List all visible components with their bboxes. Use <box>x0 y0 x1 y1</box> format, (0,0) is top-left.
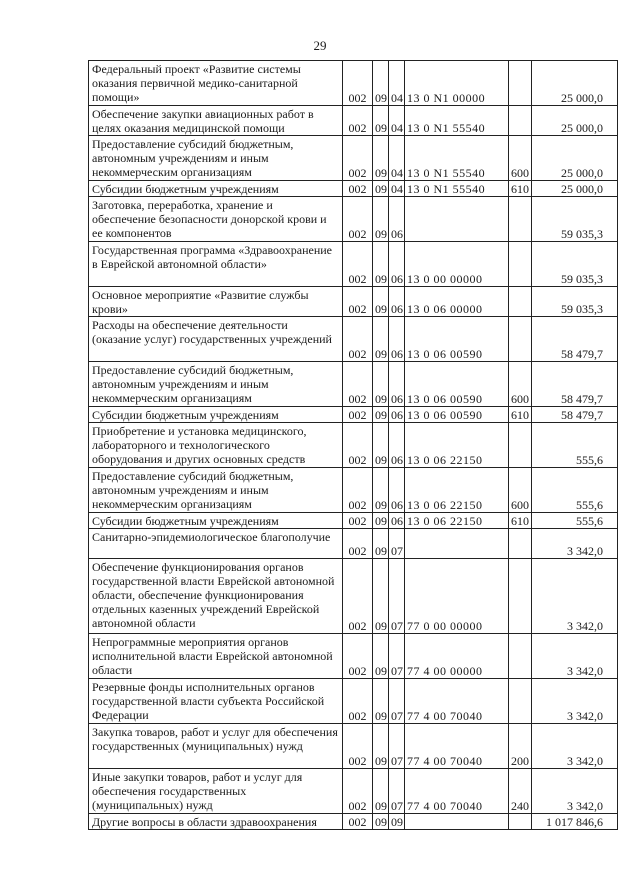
ministry-code: 002 <box>343 136 373 181</box>
section-code: 09 <box>373 317 389 362</box>
expense-type-code: 600 <box>509 362 532 407</box>
expense-type-code <box>509 529 532 559</box>
section-code: 09 <box>373 197 389 242</box>
section-code: 09 <box>373 242 389 287</box>
subsection-code: 07 <box>389 679 405 724</box>
section-code: 09 <box>373 679 389 724</box>
target-article-code: 13 0 N1 55540 <box>405 106 509 136</box>
subsection-code: 06 <box>389 317 405 362</box>
target-article-code: 13 0 06 22150 <box>405 468 509 513</box>
ministry-code: 002 <box>343 106 373 136</box>
expense-type-code <box>509 423 532 468</box>
row-name: Непрограммные мероприятия органов исполнительной власти Еврейской автономной области <box>89 634 343 679</box>
row-name: Государственная программа «Здравоохранение в Еврейской автономной области» <box>89 242 343 287</box>
expense-type-code <box>509 61 532 106</box>
section-code: 09 <box>373 529 389 559</box>
target-article-code: 13 0 06 00590 <box>405 317 509 362</box>
table-row <box>89 287 618 317</box>
target-article-code: 77 0 00 00000 <box>405 559 509 634</box>
ministry-code: 002 <box>343 559 373 634</box>
target-article-code: 13 0 06 22150 <box>405 423 509 468</box>
row-name: Санитарно-эпидемиологическое благополучие <box>89 529 343 559</box>
ministry-code: 002 <box>343 317 373 362</box>
ministry-code: 002 <box>343 769 373 814</box>
subsection-code: 04 <box>389 136 405 181</box>
subsection-code: 04 <box>389 181 405 197</box>
subsection-code: 06 <box>389 362 405 407</box>
expense-type-code <box>509 242 532 287</box>
budget-table <box>88 60 618 830</box>
expense-type-code: 240 <box>509 769 532 814</box>
ministry-code: 002 <box>343 242 373 287</box>
section-code: 09 <box>373 407 389 423</box>
amount: 3 342,0 <box>532 559 618 634</box>
row-name: Заготовка, переработка, хранение и обеспечение безопасности донорской крови и ее компонентов <box>89 197 343 242</box>
target-article-code: 13 0 00 00000 <box>405 242 509 287</box>
expense-type-code <box>509 814 532 830</box>
row-name: Предоставление субсидий бюджетным, автономным учреждениям и иным некоммерческим организациям <box>89 468 343 513</box>
expense-type-code <box>509 679 532 724</box>
ministry-code: 002 <box>343 529 373 559</box>
subsection-code: 06 <box>389 468 405 513</box>
expense-type-code: 610 <box>509 181 532 197</box>
amount: 58 479,7 <box>532 407 618 423</box>
row-name: Закупка товаров, работ и услуг для обеспечения государственных (муниципальных) нужд <box>89 724 343 769</box>
table-row <box>89 814 618 830</box>
row-name: Иные закупки товаров, работ и услуг для обеспечения государственных (муниципальных) нужд <box>89 769 343 814</box>
ministry-code: 002 <box>343 287 373 317</box>
expense-type-code <box>509 317 532 362</box>
expense-type-code: 600 <box>509 136 532 181</box>
section-code: 09 <box>373 814 389 830</box>
row-name: Расходы на обеспечение деятельности (оказание услуг) государственных учреждений <box>89 317 343 362</box>
amount: 58 479,7 <box>532 362 618 407</box>
row-name: Основное мероприятие «Развитие службы крови» <box>89 287 343 317</box>
table-row <box>89 559 618 634</box>
table-row <box>89 362 618 407</box>
target-article-code: 13 0 06 00590 <box>405 407 509 423</box>
expense-type-code <box>509 106 532 136</box>
ministry-code: 002 <box>343 407 373 423</box>
row-name: Приобретение и установка медицинского, лабораторного и технологического оборудования и других основных средств <box>89 423 343 468</box>
ministry-code: 002 <box>343 513 373 529</box>
subsection-code: 06 <box>389 423 405 468</box>
row-name: Резервные фонды исполнительных органов государственной власти субъекта Российской Федерации <box>89 679 343 724</box>
row-name: Предоставление субсидий бюджетным, автономным учреждениям и иным некоммерческим организациям <box>89 136 343 181</box>
amount: 25 000,0 <box>532 136 618 181</box>
section-code: 09 <box>373 724 389 769</box>
expense-type-code: 610 <box>509 513 532 529</box>
amount: 25 000,0 <box>532 106 618 136</box>
target-article-code: 13 0 06 22150 <box>405 513 509 529</box>
budget-table-body <box>89 61 618 830</box>
ministry-code: 002 <box>343 468 373 513</box>
expense-type-code: 600 <box>509 468 532 513</box>
ministry-code: 002 <box>343 679 373 724</box>
subsection-code: 06 <box>389 197 405 242</box>
section-code: 09 <box>373 61 389 106</box>
ministry-code: 002 <box>343 181 373 197</box>
target-article-code <box>405 529 509 559</box>
target-article-code: 13 0 06 00000 <box>405 287 509 317</box>
target-article-code: 13 0 N1 55540 <box>405 181 509 197</box>
subsection-code: 09 <box>389 814 405 830</box>
table-row <box>89 634 618 679</box>
row-name: Субсидии бюджетным учреждениям <box>89 513 343 529</box>
ministry-code: 002 <box>343 362 373 407</box>
target-article-code: 13 0 N1 00000 <box>405 61 509 106</box>
table-row <box>89 679 618 724</box>
section-code: 09 <box>373 106 389 136</box>
target-article-code: 77 4 00 70040 <box>405 769 509 814</box>
table-row <box>89 136 618 181</box>
subsection-code: 04 <box>389 61 405 106</box>
expense-type-code <box>509 287 532 317</box>
table-row <box>89 106 618 136</box>
amount: 59 035,3 <box>532 287 618 317</box>
amount: 58 479,7 <box>532 317 618 362</box>
table-row <box>89 529 618 559</box>
row-name: Другие вопросы в области здравоохранения <box>89 814 343 830</box>
ministry-code: 002 <box>343 724 373 769</box>
target-article-code: 77 4 00 00000 <box>405 634 509 679</box>
target-article-code <box>405 814 509 830</box>
table-row <box>89 242 618 287</box>
table-row <box>89 724 618 769</box>
table-row <box>89 61 618 106</box>
amount: 25 000,0 <box>532 181 618 197</box>
target-article-code: 13 0 06 00590 <box>405 362 509 407</box>
ministry-code: 002 <box>343 197 373 242</box>
amount: 3 342,0 <box>532 634 618 679</box>
section-code: 09 <box>373 362 389 407</box>
subsection-code: 07 <box>389 529 405 559</box>
subsection-code: 07 <box>389 634 405 679</box>
section-code: 09 <box>373 769 389 814</box>
amount: 555,6 <box>532 513 618 529</box>
amount: 555,6 <box>532 423 618 468</box>
row-name: Обеспечение функционирования органов государственной власти Еврейской автономной области, обеспечение функционирования отдельных казенных учреждений Еврейской автономной области <box>89 559 343 634</box>
target-article-code: 77 4 00 70040 <box>405 724 509 769</box>
expense-type-code <box>509 197 532 242</box>
section-code: 09 <box>373 634 389 679</box>
row-name: Федеральный проект «Развитие системы оказания первичной медико-санитарной помощи» <box>89 61 343 106</box>
subsection-code: 06 <box>389 513 405 529</box>
table-row <box>89 513 618 529</box>
row-name: Субсидии бюджетным учреждениям <box>89 181 343 197</box>
expense-type-code: 610 <box>509 407 532 423</box>
target-article-code: 13 0 N1 55540 <box>405 136 509 181</box>
section-code: 09 <box>373 423 389 468</box>
amount: 59 035,3 <box>532 242 618 287</box>
expense-type-code: 200 <box>509 724 532 769</box>
section-code: 09 <box>373 468 389 513</box>
amount: 1 017 846,6 <box>532 814 618 830</box>
ministry-code: 002 <box>343 814 373 830</box>
amount: 3 342,0 <box>532 529 618 559</box>
subsection-code: 06 <box>389 407 405 423</box>
expense-type-code <box>509 559 532 634</box>
subsection-code: 07 <box>389 769 405 814</box>
subsection-code: 07 <box>389 559 405 634</box>
section-code: 09 <box>373 559 389 634</box>
table-row <box>89 468 618 513</box>
section-code: 09 <box>373 287 389 317</box>
amount: 59 035,3 <box>532 197 618 242</box>
table-row <box>89 423 618 468</box>
subsection-code: 07 <box>389 724 405 769</box>
ministry-code: 002 <box>343 61 373 106</box>
section-code: 09 <box>373 181 389 197</box>
amount: 25 000,0 <box>532 61 618 106</box>
amount: 3 342,0 <box>532 769 618 814</box>
table-row <box>89 769 618 814</box>
subsection-code: 06 <box>389 242 405 287</box>
target-article-code: 77 4 00 70040 <box>405 679 509 724</box>
amount: 555,6 <box>532 468 618 513</box>
table-row <box>89 181 618 197</box>
amount: 3 342,0 <box>532 724 618 769</box>
page-number: 29 <box>313 38 327 53</box>
section-code: 09 <box>373 136 389 181</box>
row-name: Предоставление субсидий бюджетным, автономным учреждениям и иным некоммерческим организациям <box>89 362 343 407</box>
table-row <box>89 407 618 423</box>
target-article-code <box>405 197 509 242</box>
ministry-code: 002 <box>343 634 373 679</box>
table-row <box>89 317 618 362</box>
table-row <box>89 197 618 242</box>
subsection-code: 04 <box>389 106 405 136</box>
amount: 3 342,0 <box>532 679 618 724</box>
expense-type-code <box>509 634 532 679</box>
section-code: 09 <box>373 513 389 529</box>
subsection-code: 06 <box>389 287 405 317</box>
row-name: Субсидии бюджетным учреждениям <box>89 407 343 423</box>
ministry-code: 002 <box>343 423 373 468</box>
row-name: Обеспечение закупки авиационных работ в целях оказания медицинской помощи <box>89 106 343 136</box>
